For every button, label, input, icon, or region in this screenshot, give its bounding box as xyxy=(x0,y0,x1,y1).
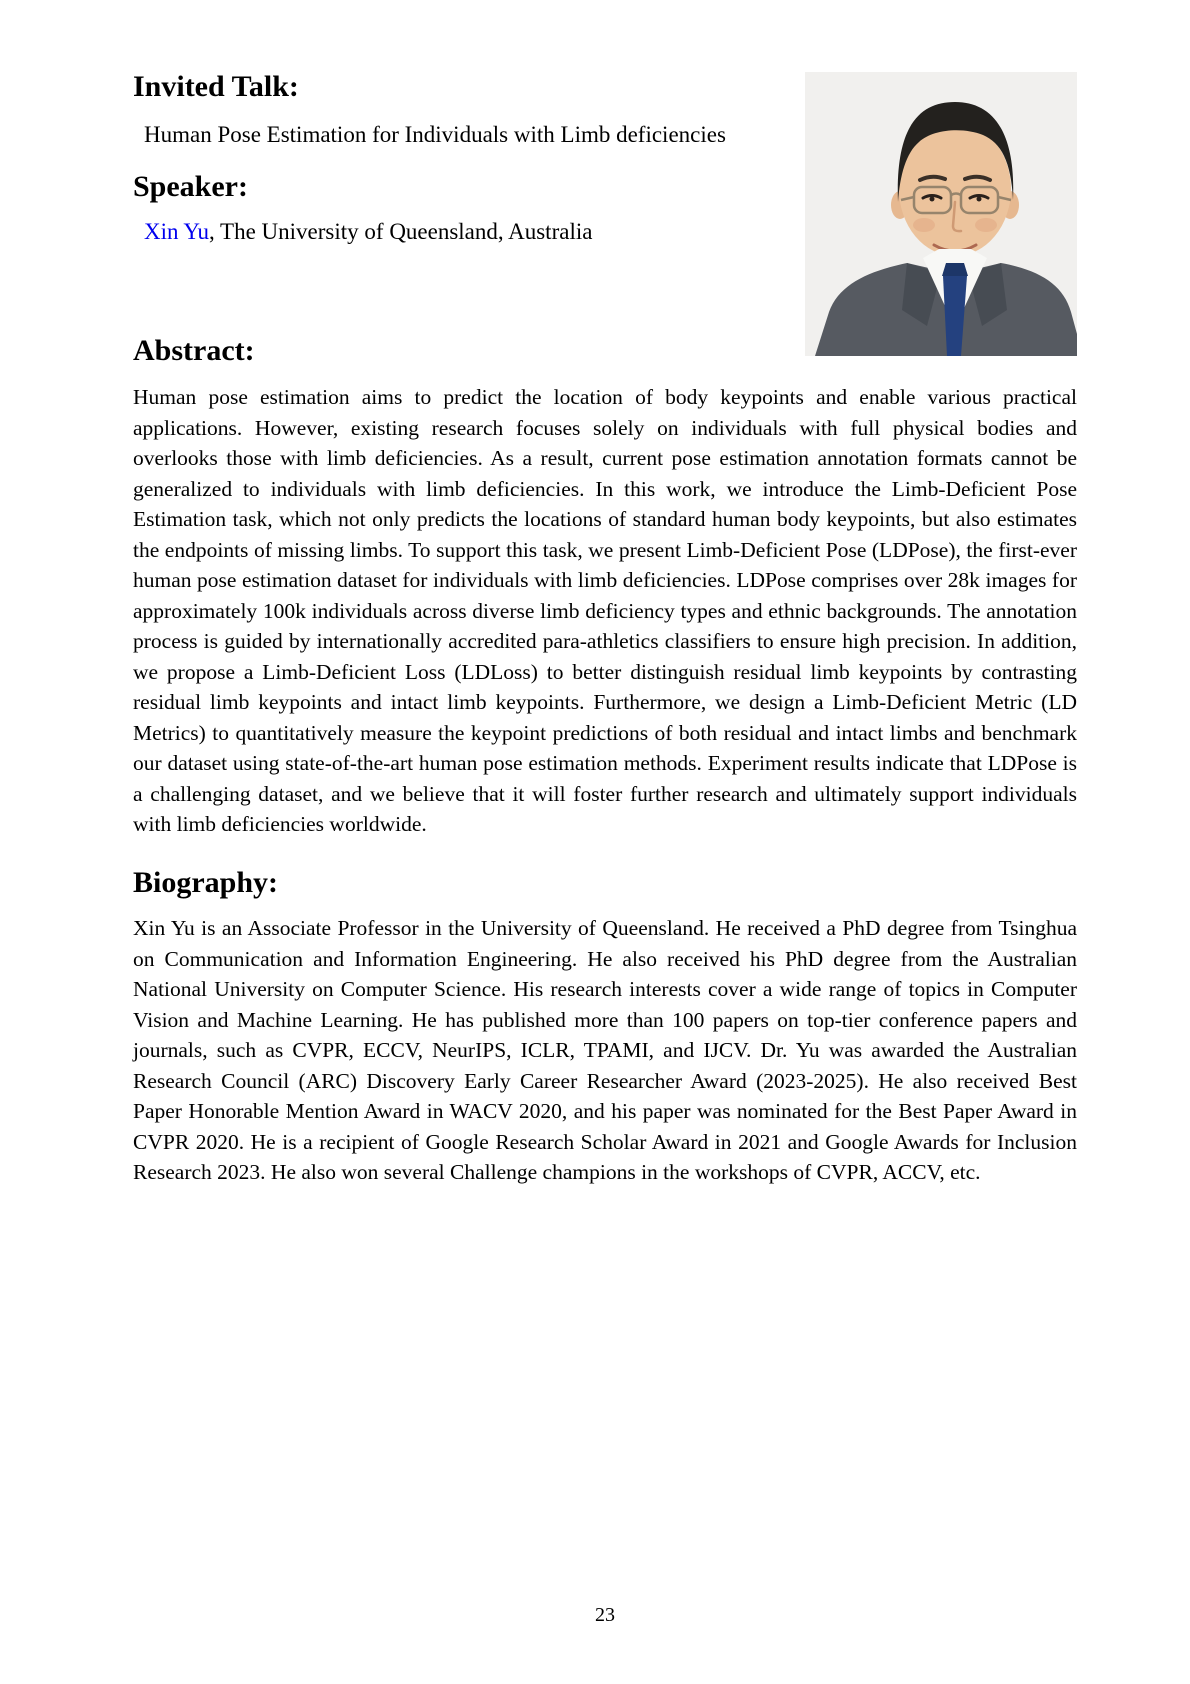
speaker-affiliation: , The University of Queensland, Australia xyxy=(208,219,593,245)
pupil-left xyxy=(930,197,935,202)
speaker-photo xyxy=(805,72,1077,356)
abstract-text: Human pose estimation aims to predict the location of body keypoints and enable various practical applications. However, existing research focuses solely on individuals with full physical bodies and overlooks those with limb deficiencies. As a result, current pose estimation annotation formats cannot be generalized to individuals with limb deficiencies. In this work, we introduce the Limb-Deficient Pose Estimation task, which not only predicts the locations of standard human body keypoints, but also estimates the endpoints of missing limbs. To support this task, we present Limb-Deficient Pose (LDPose), the first-ever human pose estimation dataset for individuals with limb deficiencies. LDPose comprises over 28k images for approximately 100k individuals across diverse limb deficiency types and ethnic backgrounds. The annotation process is guided by internationally accredited para-athletics classifiers to ensure high precision. In addition, we propose a Limb-Deficient Loss (LDLoss) to better distinguish residual limb keypoints by contrasting residual limb keypoints and intact limb keypoints. Furthermore, we design a Limb-Deficient Metric (LD Metrics) to quantitatively measure the keypoint predictions of both residual and intact limbs and benchmark our dataset using state-of-the-art human pose estimation methods. Experiment results indicate that LDPose is a challenging dataset, and we believe that it will foster further research and ultimately support individuals with limb deficiencies worldwide. xyxy=(133,385,1077,837)
biography-heading: Biography: xyxy=(133,865,279,899)
speaker-portrait-illustration xyxy=(805,72,1077,356)
invited-talk-heading: Invited Talk: xyxy=(133,70,299,103)
biography-text: Xin Yu is an Associate Professor in the University of Queensland. He received a PhD degree from Tsinghua on Communication and Information Engineering. He also received his PhD degree from the Australian National University on Computer Science. His research interests cover a wide range of topics in Computer Vision and Machine Learning. He has published more than 100 papers on top-tier conference papers and journals, such as CVPR, ECCV, NeurIPS, ICLR, TPAMI, and IJCV. Dr. Yu was awarded the Australian Research Council (ARC) Discovery Early Career Researcher Award (2023-2025). He also received Best Paper Honorable Mention Award in WACV 2020, and his paper was nominated for the Best Paper Award in CVPR 2020. He is a recipient of Google Research Scholar Award in 2021 and Google Awards for Inclusion Research 2023. He also won several Challenge champions in the workshops of CVPR, ACCV, etc. xyxy=(133,916,1077,1185)
cheek-left xyxy=(913,218,935,232)
abstract-heading: Abstract: xyxy=(133,333,255,367)
page-number: 23 xyxy=(595,1604,615,1626)
speaker-heading: Speaker: xyxy=(133,169,248,203)
cheek-right xyxy=(975,218,997,232)
speaker-name-link[interactable]: Xin Yu xyxy=(144,219,209,245)
pupil-right xyxy=(977,197,982,202)
talk-title: Human Pose Estimation for Individuals with Limb deficiencies xyxy=(144,121,726,147)
tie-knot xyxy=(942,263,968,276)
